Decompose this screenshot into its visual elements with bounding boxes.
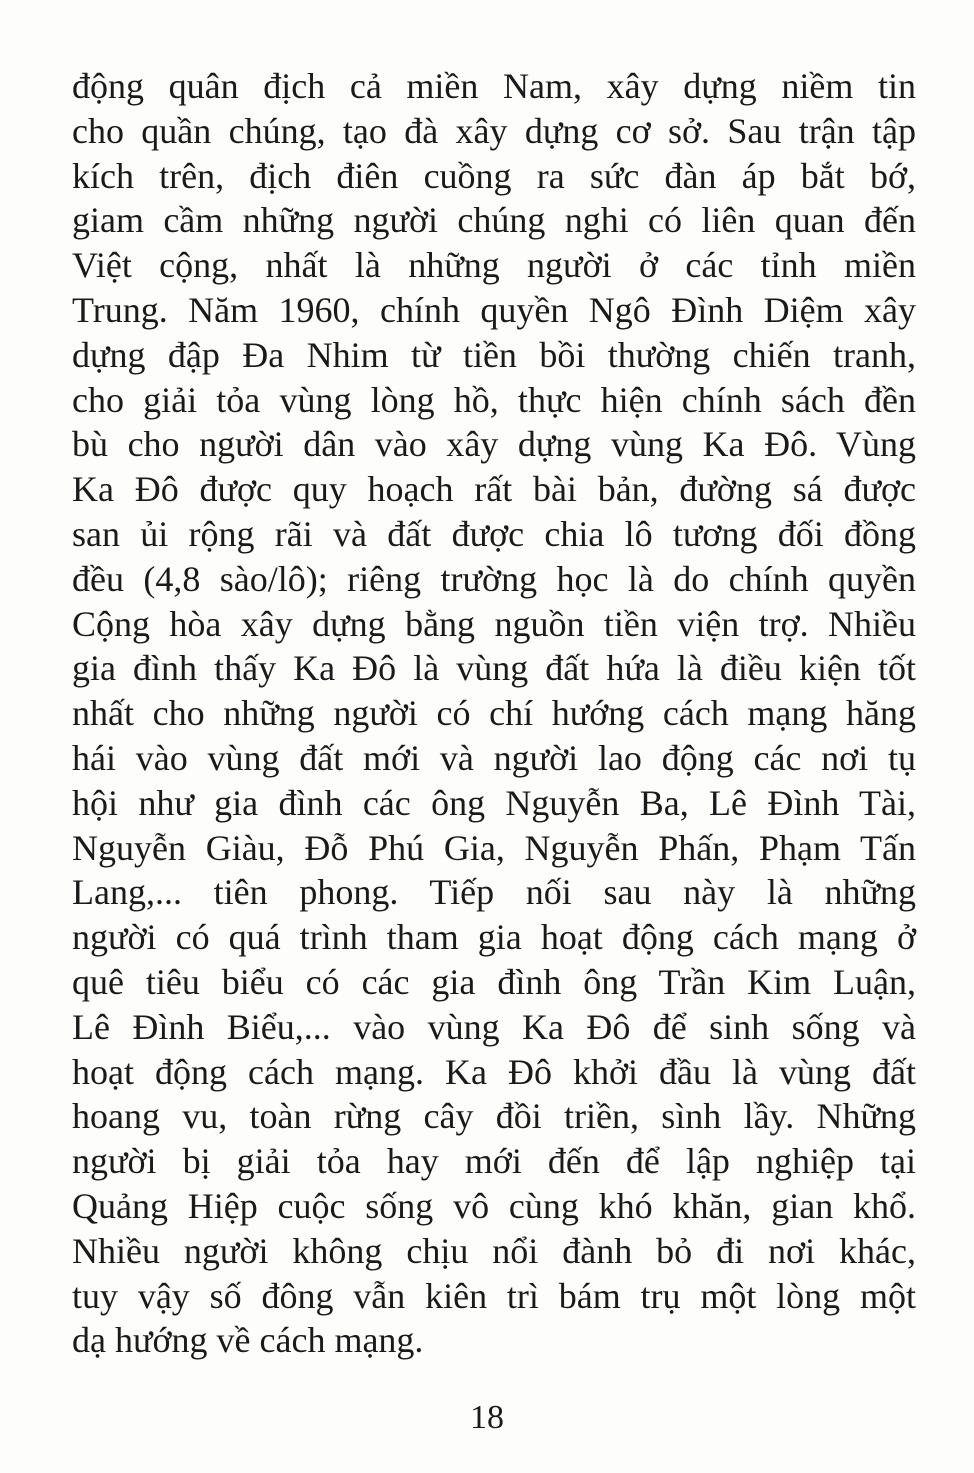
text-line: cho quần chúng, tạo đà xây dựng cơ sở. Sau trận tập [72,110,916,151]
text-line: Việt cộng, nhất là những người ở các tỉnh miền [72,245,916,286]
text-line: Lang,... tiên phong. Tiếp nối sau này là những [72,872,916,913]
page-number: 18 [470,1399,504,1436]
text-line: giam cầm những người chúng nghi có liên quan đến [72,200,916,241]
text-line: hoạt động cách mạng. Ka Đô khởi đầu là vùng đất [72,1051,916,1092]
text-line: Ka Đô được quy hoạch rất bài bản, đường sá được [72,469,916,510]
text-line: động quân địch cả miền Nam, xây dựng niềm tin [72,66,916,106]
text-line: người có quá trình tham gia hoạt động cách mạng ở [72,917,916,958]
text-line: Cộng hòa xây dựng bằng nguồn tiền viện trợ. Nhiều [72,603,916,644]
text-line: Trung. Năm 1960, chính quyền Ngô Đình Diệm xây [72,289,916,330]
text-line: đều (4,8 sào/lô); riêng trường học là do chính quyền [72,558,916,599]
text-line: cho giải tỏa vùng lòng hồ, thực hiện chính sách đền [72,379,916,420]
text-line: gia đình thấy Ka Đô là vùng đất hứa là điều kiện tốt [72,648,916,689]
text-line: san ủi rộng rãi và đất được chia lô tương đối đồng [72,513,916,554]
text-line: người bị giải tỏa hay mới đến để lập nghiệp tại [72,1141,916,1182]
text-line: Lê Đình Biểu,... vào vùng Ka Đô để sinh sống và [72,1006,916,1047]
text-line: tuy vậy số đông vẫn kiên trì bám trụ một lòng một [72,1275,916,1316]
text-line: Nhiều người không chịu nổi đành bỏ đi nơi khác, [72,1230,916,1271]
body-paragraph [72,64,916,1363]
text-line: quê tiêu biểu có các gia đình ông Trần Kim Luận, [72,961,916,1002]
text-line: Quảng Hiệp cuộc sống vô cùng khó khăn, gian khổ. [72,1185,916,1226]
text-line: kích trên, địch điên cuồng ra sức đàn áp bắt bớ, [72,155,916,196]
text-line: nhất cho những người có chí hướng cách mạng hăng [72,693,916,734]
text-line: hái vào vùng đất mới và người lao động các nơi tụ [72,737,916,778]
text-line: hội như gia đình các ông Nguyễn Ba, Lê Đình Tài, [72,782,916,823]
text-line: bù cho người dân vào xây dựng vùng Ka Đô. Vùng [72,424,916,465]
text-line: hoang vu, toàn rừng cây đồi triền, sình lầy. Những [72,1096,916,1137]
text-line-last: dạ hướng về cách mạng. [72,1320,424,1361]
text-line: dựng đập Đa Nhim từ tiền bồi thường chiến tranh, [72,334,916,375]
text-line: Nguyễn Giàu, Đỗ Phú Gia, Nguyễn Phấn, Phạm Tấn [72,827,916,868]
